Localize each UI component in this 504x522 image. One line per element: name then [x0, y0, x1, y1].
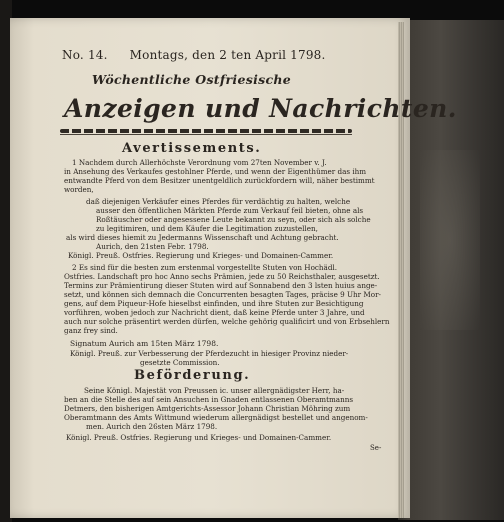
text-line: 1 Nachdem durch Allerhöchste Verordnung vom 27ten November v. J.: [72, 158, 327, 167]
text-line: gesetzte Commission.: [140, 358, 220, 367]
text-line: Termins zur Prämientirung dieser Stuten wird auf Sonnabend den 3 lsten huius ange-: [64, 281, 378, 290]
text-line: in Ansehung des Verkaufes gestohlner Pferde, und wenn der Eigenthümer das ihm: [64, 167, 367, 176]
text-line: Ostfries. Landschaft pro hoc Anno sechs Prämien, jede zu 50 Reichsthaler, ausgesetzt.: [64, 272, 380, 281]
section-heading-befoerderung: Beförderung.: [134, 368, 251, 383]
ornamental-rule: [60, 129, 352, 133]
issue-date: Montags, den 2 ten April 1798.: [129, 48, 326, 62]
text-line: ausser den öffentlichen Märkten Pferde zum Verkauf feil bieten, ohne als: [96, 206, 364, 215]
catchword: Se-: [370, 444, 382, 452]
text-line: ganz frey sind.: [64, 326, 118, 335]
masthead-subtitle: Wöchentliche Ostfriesische: [92, 72, 292, 87]
text-line: als wird dieses hiemit zu Jedermanns Wissenschaft und Achtung gebracht.: [66, 233, 339, 242]
section-heading-avertissements: Avertissements.: [122, 141, 262, 156]
text-line: Detmers, den bisherigen Amtgerichts-Assessor Johann Christian Möhring zum: [64, 404, 351, 413]
text-line: setzt, und können sich demnach die Concurrenten besagten Tages, präcise 9 Uhr Mor-: [64, 290, 381, 299]
issue-header: [62, 48, 326, 62]
issue-number: No. 14.: [62, 48, 108, 62]
text-line: Signatum Aurich am 15ten März 1798.: [70, 339, 219, 348]
text-line: Seine Königl. Majestät von Preussen ic. unser allergnädigster Herr, ha-: [84, 386, 345, 395]
text-line: 2 Es sind für die besten zum erstenmal vorgestellte Stuten von Hochädl.: [72, 263, 338, 272]
text-line: vorführen, woben jedoch zur Nachricht dient, daß keine Pferde unter 3 Jahre, und: [64, 308, 365, 317]
text-line: auch nur solche präsentirt werden dürfen, welche gehörig qualificirt und von Erbsehlern: [64, 317, 390, 326]
text-line: Roßtäuscher oder angesessene Leute bekannt zu seyn, oder sich als solche: [96, 215, 371, 224]
text-line: worden,: [64, 185, 94, 194]
text-line: Königl. Preuß. Ostfries. Regierung und Krieges- und Domainen-Cammer.: [66, 433, 332, 442]
masthead-title: Anzeigen und Nachrichten.: [64, 94, 457, 123]
cover-wear-mark: [420, 150, 480, 330]
text-line: Oberamtmann des Amts Wittmund wiederum allergnädigst bestellet und angenom-: [64, 413, 368, 422]
text-line: ben an die Stelle des auf sein Ansuchen in Gnaden entlassenen Oberamtmanns: [64, 395, 354, 404]
text-line: Königl. Preuß. Ostfries. Regierung und Krieges- und Domainen-Cammer.: [68, 251, 334, 260]
text-line: zu legitimiren, und dem Käufer die Legitimation zuzustellen,: [96, 224, 318, 233]
text-line: entwandte Pferd von dem Besitzer unentgeldlich zurückfordern will, näher bestimmt: [64, 176, 375, 185]
text-line: gens, auf dem Piqueur-Hofe hieselbst einfinden, und ihre Stuten zur Besichtigung: [64, 299, 364, 308]
text-line: Königl. Preuß. zur Verbesserung der Pferdezucht in hiesiger Provinz nieder-: [70, 349, 349, 358]
text-line: Aurich, den 21sten Febr. 1798.: [96, 242, 209, 251]
text-line: daß diejenigen Verkäufer eines Pferdes für verdächtig zu halten, welche: [86, 197, 351, 206]
text-line: men. Aurich den 26sten März 1798.: [86, 422, 218, 431]
rule-line: [60, 134, 352, 135]
